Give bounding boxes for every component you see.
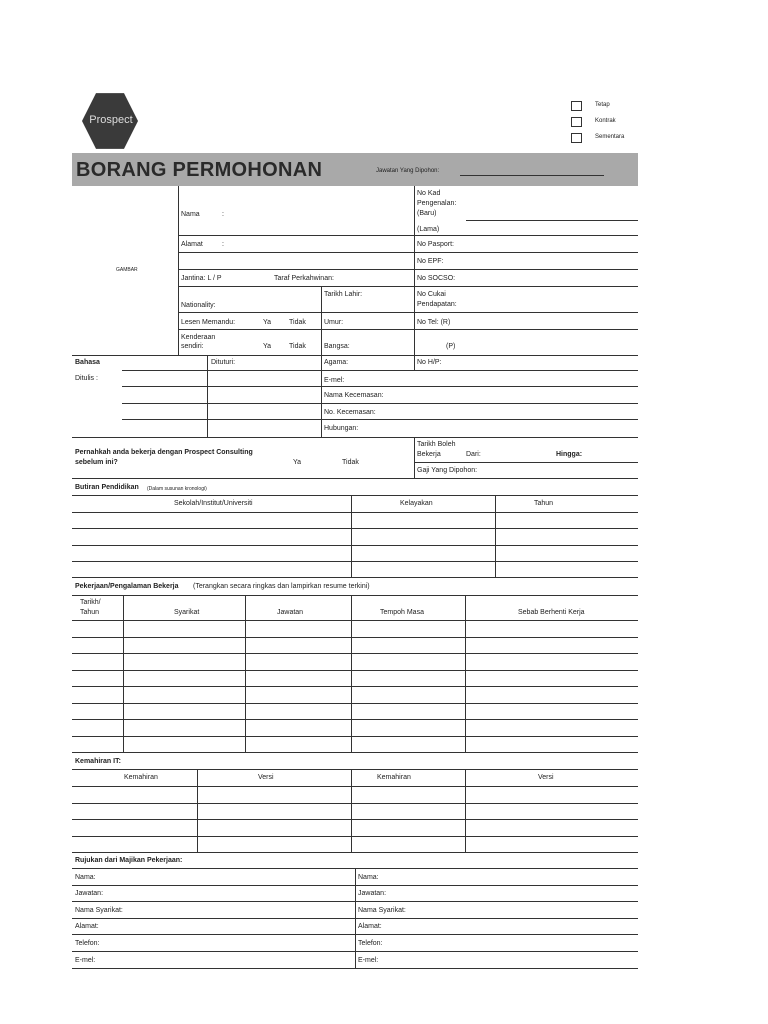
form-rule-line	[414, 462, 638, 463]
label-gaji: Gaji Yang Dipohon:	[417, 467, 478, 474]
label-bahasa: Bahasa	[75, 359, 100, 366]
it-col-skill-1: Kemahiran	[124, 774, 158, 781]
form-column-line	[351, 595, 352, 752]
form-rule-line	[72, 512, 638, 513]
form-rule-line	[72, 437, 638, 438]
label-hp: No H/P:	[417, 359, 442, 366]
label-tarikh-boleh-2: Bekerja	[417, 451, 441, 458]
label-socso: No SOCSO:	[417, 275, 456, 282]
label-pasport: No Pasport:	[417, 241, 454, 248]
prior-work-ya[interactable]: Ya	[293, 459, 302, 466]
label-nama-kecemasan: Nama Kecemasan:	[324, 392, 384, 399]
ref1-jawatan: Jawatan:	[75, 890, 104, 897]
position-label: Jawatan Yang Dipohon:	[376, 168, 440, 174]
form-rule-line	[72, 545, 638, 546]
form-rule-line	[72, 595, 638, 596]
form-rule-line	[72, 478, 638, 479]
label-tarikh-boleh-1: Tarikh Boleh	[417, 441, 456, 448]
lesen-ya[interactable]: Ya	[263, 319, 272, 326]
form-rule-line	[72, 736, 638, 737]
position-input[interactable]	[460, 175, 604, 176]
checkbox-label-tetap: Tetap	[595, 102, 610, 108]
form-rule-line	[122, 403, 638, 404]
form-rule-line	[72, 653, 638, 654]
form-rule-line	[72, 934, 638, 935]
label-no-kad-2: Pengenalan:	[417, 200, 457, 207]
form-rule-line	[72, 355, 638, 356]
form-column-line	[414, 186, 415, 370]
it-col-version-2: Versi	[538, 774, 554, 781]
checkbox-label-sementara: Sementara	[595, 134, 625, 140]
kenderaan-tidak[interactable]: Tidak	[289, 343, 306, 350]
form-rule-line	[178, 312, 414, 313]
form-column-line	[123, 595, 124, 752]
checkbox-kontrak[interactable]	[571, 117, 582, 127]
form-rule-line	[72, 686, 638, 687]
it-col-version-1: Versi	[258, 774, 274, 781]
form-rule-line	[72, 901, 638, 902]
ref2-alamat: Alamat:	[358, 923, 382, 930]
form-rule-line	[72, 752, 638, 753]
form-rule-line	[122, 370, 638, 371]
checkbox-label-kontrak: Kontrak	[595, 118, 616, 124]
label-dituturi: Dituturi:	[211, 359, 236, 366]
label-tel-p: (P)	[446, 343, 456, 350]
form-column-line	[351, 769, 352, 853]
ref2-telefon: Telefon:	[358, 940, 383, 947]
label-epf: No EPF:	[417, 258, 444, 265]
label-agama: Agama:	[324, 359, 349, 366]
education-title: Butiran Pendidikan	[75, 484, 139, 491]
label-bangsa: Bangsa:	[324, 343, 350, 350]
label-hubungan: Hubungan:	[324, 425, 359, 432]
form-rule-line	[414, 329, 638, 330]
label-no-kad-1: No Kad	[417, 190, 441, 197]
label-lesen: Lesen Memandu:	[181, 319, 236, 326]
photo-label: GAMBAR	[116, 267, 138, 273]
it-skills-title: Kemahiran IT:	[75, 758, 121, 765]
ref1-nama: Nama:	[75, 874, 96, 881]
ref1-alamat: Alamat:	[75, 923, 99, 930]
form-rule-line	[122, 419, 638, 420]
ref2-syarikat: Nama Syarikat:	[358, 907, 406, 914]
it-col-skill-2: Kemahiran	[377, 774, 411, 781]
form-rule-line	[72, 528, 638, 529]
ref2-jawatan: Jawatan:	[358, 890, 387, 897]
form-column-line	[178, 186, 179, 356]
label-cukai-1: No Cukai	[417, 291, 446, 298]
checkbox-tetap[interactable]	[571, 101, 582, 111]
form-rule-line	[414, 252, 638, 253]
ref1-syarikat: Nama Syarikat:	[75, 907, 123, 914]
label-ditulis: Ditulis :	[75, 375, 98, 382]
form-column-line	[351, 495, 352, 578]
form-rule-line	[414, 312, 638, 313]
form-rule-line	[72, 577, 638, 578]
label-no-kad-3: (Baru)	[417, 210, 437, 217]
form-rule-line	[72, 885, 638, 886]
form-rule-line	[122, 386, 638, 387]
colon: :	[222, 241, 224, 248]
form-column-line	[414, 437, 415, 479]
form-rule-line	[72, 719, 638, 720]
label-tarikh-lahir: Tarikh Lahir:	[324, 291, 363, 298]
form-column-line	[321, 286, 322, 438]
form-column-line	[465, 769, 466, 853]
form-rule-line	[414, 269, 638, 270]
label-tel: No Tel: (R)	[417, 319, 451, 326]
label-nationality: Nationality:	[181, 302, 216, 309]
employment-title: Pekerjaan/Pengalaman Bekerja	[75, 583, 179, 590]
label-taraf: Taraf Perkahwinan:	[274, 275, 334, 282]
label-cukai-2: Pendapatan:	[417, 301, 457, 308]
form-rule-line	[414, 286, 638, 287]
form-rule-line	[178, 286, 414, 287]
employment-col-duration: Tempoh Masa	[380, 609, 424, 616]
form-rule-line	[72, 561, 638, 562]
employment-col-position: Jawatan	[277, 609, 304, 616]
form-column-line	[207, 355, 208, 438]
references-title: Rujukan dari Majikan Pekerjaan:	[75, 857, 183, 864]
employment-col-date-2: Tahun	[80, 609, 100, 616]
form-title: BORANG PERMOHONAN	[76, 159, 323, 181]
label-kenderaan-2: sendiri:	[181, 343, 204, 350]
form-column-line	[465, 595, 466, 752]
ref1-email: E-mel:	[75, 957, 96, 964]
label-alamat: Alamat	[181, 241, 203, 248]
lesen-tidak[interactable]: Tidak	[289, 319, 306, 326]
label-nama: Nama	[181, 211, 200, 218]
form-rule-line	[178, 329, 414, 330]
label-umur: Umur:	[324, 319, 344, 326]
label-no-kad-4: (Lama)	[417, 226, 440, 233]
education-col-year: Tahun	[534, 500, 554, 507]
form-rule-line	[72, 637, 638, 638]
checkbox-sementara[interactable]	[571, 133, 582, 143]
form-rule-line	[72, 786, 638, 787]
form-rule-line	[72, 918, 638, 919]
form-column-line	[245, 595, 246, 752]
employment-note: (Terangkan secara ringkas dan lampirkan resume terkini)	[193, 583, 370, 590]
form-rule-line	[178, 252, 414, 253]
employment-col-date-1: Tarikh/	[80, 599, 101, 606]
employment-col-company: Syarikat	[174, 609, 200, 616]
form-rule-line	[72, 852, 638, 853]
form-rule-line	[72, 670, 638, 671]
label-email: E-mel:	[324, 377, 345, 384]
form-rule-line	[72, 703, 638, 704]
form-rule-line	[72, 803, 638, 804]
form-rule-line	[72, 836, 638, 837]
ref2-nama: Nama:	[358, 874, 379, 881]
form-rule-line	[178, 235, 414, 236]
form-rule-line	[72, 495, 638, 496]
label-dari: Dari:	[466, 451, 481, 458]
education-col-qualification: Kelayakan	[400, 500, 433, 507]
form-rule-line	[414, 235, 638, 236]
logo-text: Prospect	[89, 114, 133, 126]
label-kenderaan-1: Kenderaan	[181, 334, 216, 341]
form-column-line	[495, 495, 496, 578]
colon: :	[222, 211, 224, 218]
form-column-line	[197, 769, 198, 853]
education-col-institution: Sekolah/Institut/Universiti	[174, 500, 253, 507]
label-no-kecemasan: No. Kecemasan:	[324, 409, 376, 416]
form-rule-line	[72, 968, 638, 969]
form-rule-line	[72, 819, 638, 820]
ref2-email: E-mel:	[358, 957, 379, 964]
form-rule-line	[466, 220, 638, 221]
form-rule-line	[72, 769, 638, 770]
form-rule-line	[72, 620, 638, 621]
label-jantina: Jantina: L / P	[181, 275, 222, 282]
prior-work-tidak[interactable]: Tidak	[342, 459, 359, 466]
ref1-telefon: Telefon:	[75, 940, 100, 947]
kenderaan-ya[interactable]: Ya	[263, 343, 272, 350]
prior-work-question-2: sebelum ini?	[75, 459, 118, 466]
form-rule-line	[72, 951, 638, 952]
form-rule-line	[178, 269, 414, 270]
prior-work-question-1: Pernahkah anda bekerja dengan Prospect Consulting	[75, 449, 253, 456]
education-note: (Dalam susunan kronologi)	[147, 486, 207, 492]
label-hingga: Hingga:	[556, 451, 583, 458]
employment-col-reason: Sebab Berhenti Kerja	[518, 609, 585, 616]
